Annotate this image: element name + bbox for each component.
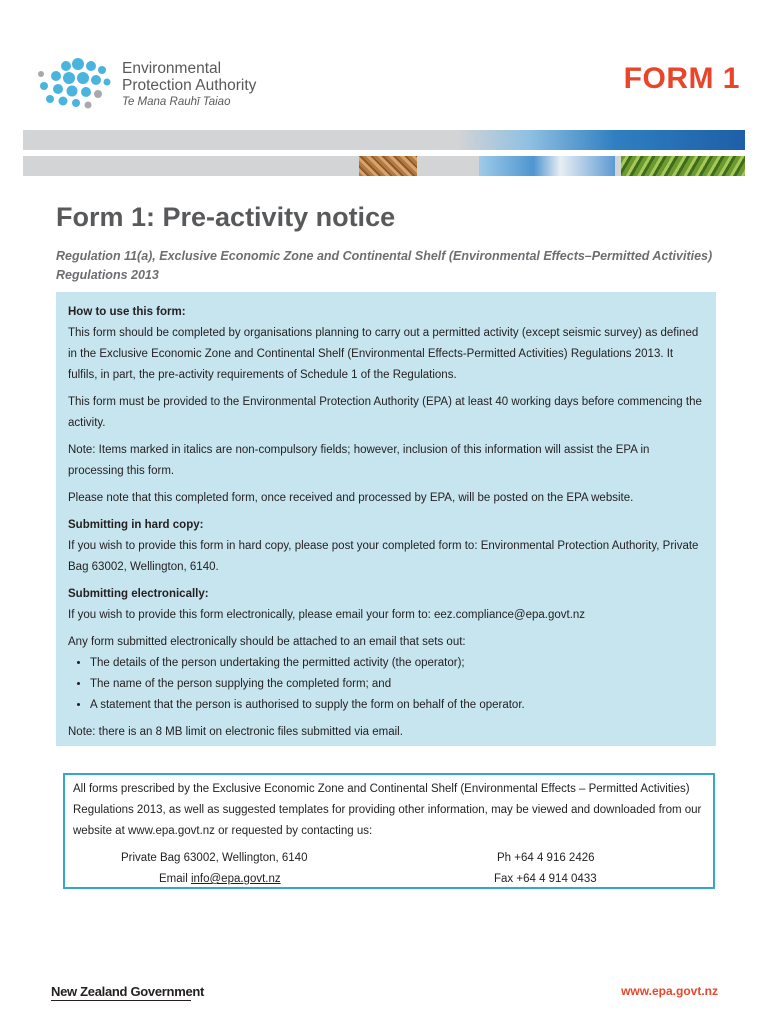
how-to-paragraph-4: Please note that this completed form, once received and processed by EPA, will be posted on the EPA website. xyxy=(68,492,634,504)
list-item: • The name of the person supplying the completed form; and xyxy=(90,674,704,695)
postal-address: Private Bag 63002, Wellington, 6140 xyxy=(121,852,308,864)
how-to-paragraph-1: This form should be completed by organisations planning to carry out a permitted activity (except seismic survey) as defined in the Exclusive Economic Zone and Continental Shelf (Environmental Effects-Permitted Activities) Regulations 2013. It fulfils, in part, the pre-activity requirements of Schedule 1 of the Regulations. xyxy=(68,327,699,381)
list-item: • The details of the person undertaking the permitted activity (the operator); xyxy=(90,653,704,674)
form-number-tag: FORM 1 xyxy=(623,62,740,95)
nz-government-text: New Zealand Government xyxy=(51,984,205,999)
contact-row-1 xyxy=(73,848,705,869)
banner-image-ocean xyxy=(457,130,745,150)
how-to-paragraph-2: This form must be provided to the Environmental Protection Authority (EPA) at least 40 working days before commencing the activity. xyxy=(68,396,702,429)
nz-government-logo xyxy=(51,984,204,1001)
footer-website-link[interactable]: www.epa.govt.nz xyxy=(621,984,718,998)
logo-text xyxy=(122,60,256,109)
org-name-line2: Protection Authority xyxy=(122,77,257,94)
electronic-heading: Submitting electronically: xyxy=(68,588,209,600)
electronic-paragraph: If you wish to provide this form electronically, please email your form to: eez.compliance@epa.govt.nz xyxy=(68,609,586,621)
instructions-box xyxy=(56,292,716,746)
org-maori-name: Te Mana Rauhī Taiao xyxy=(122,96,231,108)
banner-image-sand xyxy=(359,156,417,176)
hard-copy-paragraph: If you wish to provide this form in hard copy, please post your completed form to: Environmental Protection Authority, Private Bag 63002, Wellington, 6140. xyxy=(68,540,699,573)
epa-dots-icon xyxy=(36,58,116,114)
page-title: Form 1: Pre-activity notice xyxy=(56,202,396,232)
header-banner xyxy=(23,130,745,176)
nz-government-underline xyxy=(51,1000,191,1001)
how-to-heading: How to use this form: xyxy=(68,306,186,318)
email-label: Email xyxy=(159,873,191,885)
banner-image-fern xyxy=(621,156,745,176)
email-link[interactable]: info@epa.govt.nz xyxy=(190,873,281,885)
phone-number: Ph +64 4 916 2426 xyxy=(497,852,595,864)
email-requirements-list xyxy=(68,653,704,716)
contact-row-2 xyxy=(73,869,705,890)
how-to-paragraph-3: Note: Items marked in italics are non-compulsory fields; however, inclusion of this information will assist the EPA in processing this form. xyxy=(68,444,650,477)
fax-number: Fax +64 4 914 0433 xyxy=(494,873,597,885)
banner-image-sky xyxy=(479,156,615,176)
epa-logo xyxy=(36,56,286,116)
org-name-line1: Environmental xyxy=(122,60,222,77)
list-item: • A statement that the person is authorised to supply the form on behalf of the operator. xyxy=(90,695,704,716)
file-size-note: Note: there is an 8 MB limit on electronic files submitted via email. xyxy=(68,726,403,738)
contact-box xyxy=(63,773,715,889)
email-line xyxy=(159,869,281,890)
email-intro: Any form submitted electronically should be attached to an email that sets out: xyxy=(68,636,466,648)
contact-intro: All forms prescribed by the Exclusive Economic Zone and Continental Shelf (Environmental Effects – Permitted Activities) Regulations 2013, as well as suggested templates for providing other information, may be viewed and downloaded from our website at www.epa.govt.nz or requested by contacting us: xyxy=(73,783,702,837)
hard-copy-heading: Submitting in hard copy: xyxy=(68,519,204,531)
regulation-subtitle: Regulation 11(a), Exclusive Economic Zone and Continental Shelf (Environmental Effects–Permitted Activities) Regulations 2013 xyxy=(56,249,713,282)
